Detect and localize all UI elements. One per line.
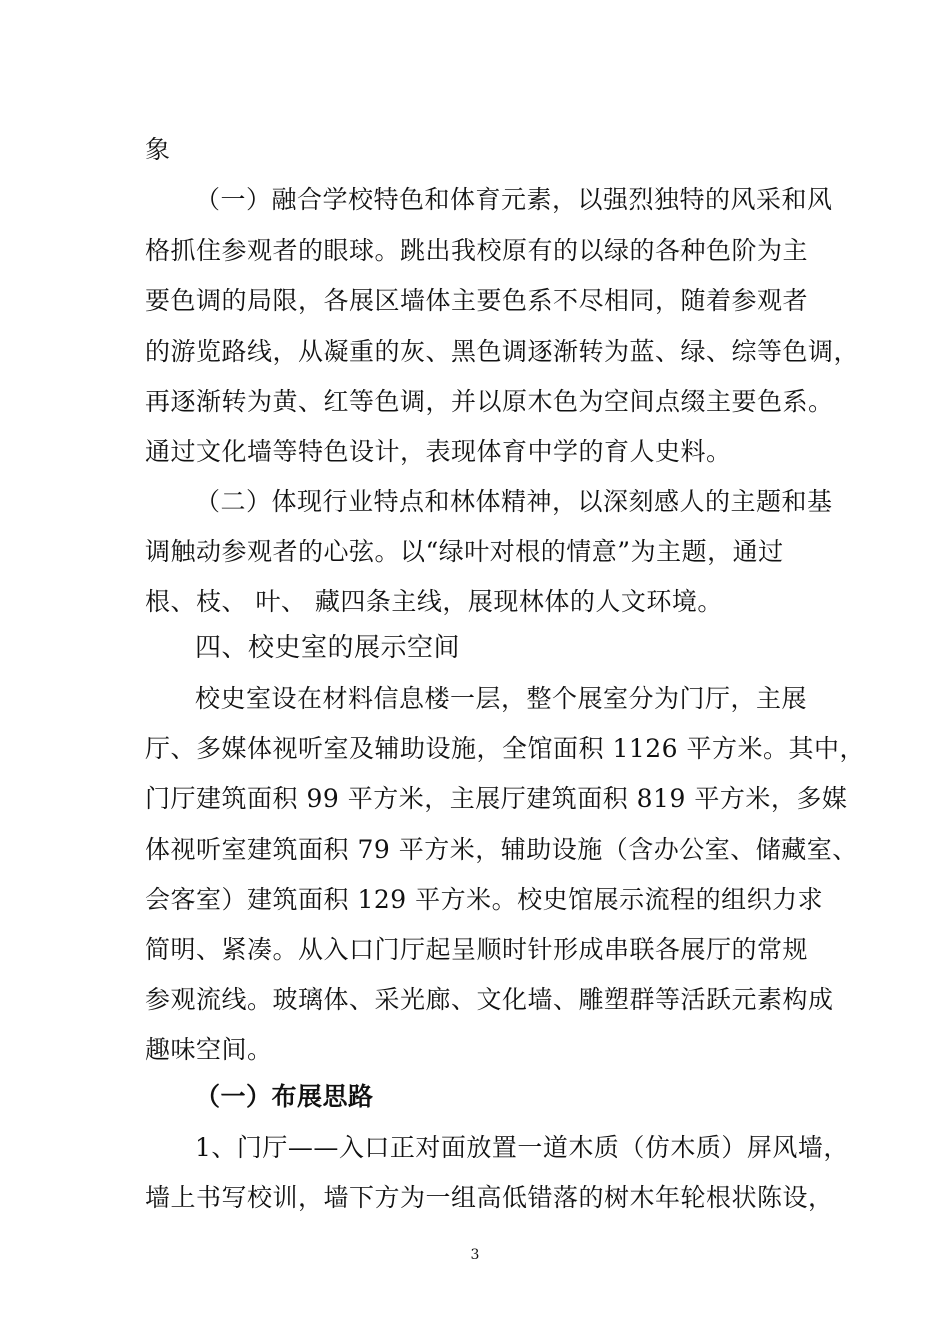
text-line: 简明、紧凑。从入口门厅起呈顺时针形成串联各展厅的常规 [145,935,809,964]
text-line: 门厅建筑面积 99 平方米，主展厅建筑面积 819 平方米，多媒 [145,784,848,813]
text-line: 格抓住参观者的眼球。跳出我校原有的以绿的各种色阶为主 [145,236,809,265]
page-number: 3 [470,1247,480,1263]
text-line: 趣味空间。 [145,1035,273,1064]
text-line: 要色调的局限，各展区墙体主要色系不尽相同，随着参观者 [145,286,809,315]
text-line: 1、门厅——入口正对面放置一道木质（仿木质）屏风墙， [195,1133,849,1162]
text-line: （二）体现行业特点和林体精神，以深刻感人的主题和基 [195,487,833,516]
text-line: 的游览路线，从凝重的灰、黑色调逐渐转为蓝、绿、综等色调， [145,337,860,366]
text-line: 参观流线。玻璃体、采光廊、文化墙、雕塑群等活跃元素构成 [145,985,834,1014]
text-line: 厅、多媒体视听室及辅助设施，全馆面积 1126 平方米。其中， [145,734,866,763]
text-line: 校史室设在材料信息楼一层，整个展室分为门厅，主展 [195,684,808,713]
text-line: 墙上书写校训，墙下方为一组高低错落的树木年轮根状陈设， [145,1183,834,1212]
text-line: 通过文化墙等特色设计，表现体育中学的育人史料。 [145,437,732,466]
text-line: 根、枝、 叶、 藏四条主线，展现林体的人文环境。 [145,587,723,616]
text-line: （一）融合学校特色和体育元素，以强烈独特的风采和风 [195,185,833,214]
section-heading: 四、校史室的展示空间 [195,633,461,663]
text-line: 再逐渐转为黄、红等色调，并以原木色为空间点缀主要色系。 [145,387,834,416]
text-line: 象 [145,135,171,164]
text-line: 会客室）建筑面积 129 平方米。校史馆展示流程的组织力求 [145,885,824,914]
text-line: 体视听室建筑面积 79 平方米，辅助设施（含办公室、储藏室、 [145,835,858,864]
text-line: 调触动参观者的心弦。以“绿叶对根的情意”为主题，通过 [145,537,784,566]
subsection-heading: （一）布展思路 [195,1082,374,1111]
